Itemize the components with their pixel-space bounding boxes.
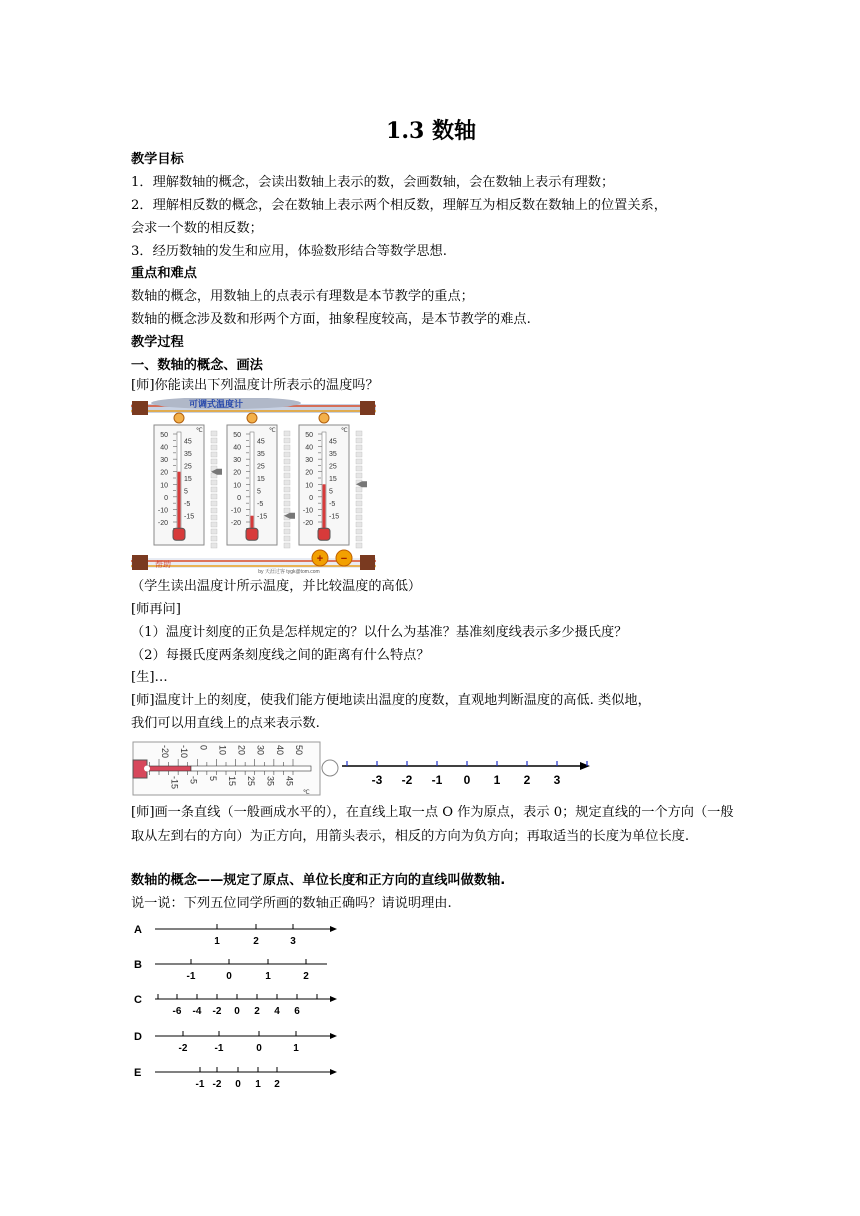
axis-tick-label: 1: [293, 1043, 299, 1054]
scale-label-left: 0: [164, 494, 168, 502]
number-line-tick-label: -1: [431, 773, 443, 787]
unit-label: ℃: [269, 428, 276, 434]
scale-label-right: 5: [257, 488, 261, 496]
scale-label-left: 0: [309, 494, 313, 502]
svg-text:+: +: [316, 553, 324, 565]
svg-text:−: −: [340, 553, 348, 565]
hthermo-bottom-label: -15: [169, 776, 180, 790]
scale-label-right: -15: [257, 513, 268, 521]
axis-letter: C: [134, 994, 142, 1006]
axis-tick-label: -2: [178, 1043, 188, 1054]
scale-label-left: 10: [233, 482, 241, 490]
scale-label-right: -15: [184, 513, 195, 521]
scale-label-left: 30: [305, 457, 313, 465]
question-1: [师]你能读出下列温度计所表示的温度吗？: [131, 378, 379, 393]
hthermo-bottom-label: 45: [284, 776, 295, 787]
scale-label-right: 15: [329, 476, 337, 483]
scale-label-left: 20: [233, 469, 241, 477]
student-axis-B: [134, 959, 327, 982]
student-answer: [生]…: [131, 670, 168, 685]
scale-label-left: 0: [237, 494, 241, 502]
scale-label-left: 40: [233, 444, 241, 452]
axis-letter: E: [134, 1067, 142, 1079]
axis-tick-label: -6: [172, 1006, 182, 1017]
goal-3: 3．经历数轴的发生和应用，体验数形结合等数学思想.: [131, 244, 447, 259]
scale-label-right: 25: [257, 463, 265, 471]
scale-label-left: -20: [302, 520, 313, 527]
axis-tick-label: -1: [195, 1079, 205, 1090]
goal-2a: 2．理解相反数的概念，会在数轴上表示两个相反数，理解互为相反数在数轴上的位置关系，: [131, 198, 667, 213]
scale-label-right: 45: [257, 438, 265, 446]
axis-tick-label: -4: [192, 1006, 202, 1017]
scale-label-left: 20: [305, 469, 313, 477]
number-line-example: [340, 750, 595, 792]
axis-letter: A: [134, 924, 142, 936]
thermometer-applet: [131, 398, 376, 576]
question-2-2: （2）每摄氏度两条刻度线之间的距离有什么特点？: [131, 648, 430, 663]
scale-label-right: 35: [329, 450, 337, 458]
teacher-text-1a: [师]温度计上的刻度，使我们能方便地读出温度的度数，直观地判断温度的高低. 类似地，: [131, 693, 651, 708]
scale-label-left: 40: [305, 444, 313, 452]
scale-label-right: -5: [329, 501, 336, 509]
scale-label-right: 5: [329, 488, 333, 496]
scale-label-right: 35: [257, 450, 265, 458]
scale-label-left: -10: [230, 507, 241, 515]
scale-label-left: 40: [160, 444, 168, 452]
axis-letter: D: [134, 1031, 142, 1043]
number-line-tick-label: 0: [463, 773, 471, 787]
mercury-column: [251, 516, 254, 529]
axis-tick-label: -1: [214, 1043, 224, 1054]
scale-label-right: 15: [184, 476, 192, 483]
say-prompt: 说一说：下列五位同学所画的数轴正确吗？请说明理由.: [131, 896, 452, 911]
teacher-text-1b: 我们可以用直线上的点来表示数.: [131, 716, 320, 731]
hthermo-top-label: 20: [236, 745, 247, 756]
scale-label-right: 5: [184, 488, 188, 496]
process-heading: 教学过程: [131, 335, 184, 350]
scale-label-left: 20: [160, 469, 168, 477]
hthermo-top-label: -20: [160, 745, 170, 759]
scale-label-left: 50: [160, 432, 168, 439]
student-axis-A: [134, 924, 337, 947]
mercury-column: [178, 472, 181, 529]
axis-tick-label: 1: [255, 1079, 261, 1090]
scale-label-right: 45: [329, 438, 337, 446]
note-1: （学生读出温度计所示温度，并比较温度的高低）: [131, 579, 422, 594]
axis-tick-label: 1: [265, 971, 271, 982]
number-line-tick-label: 3: [553, 773, 561, 787]
key-point-2: 数轴的概念涉及数和形两个方面，抽象程度较高，是本节教学的难点.: [131, 312, 531, 327]
axis-tick-label: 2: [254, 1006, 260, 1017]
horizontal-thermometer: [131, 740, 341, 798]
unit-label: ℃: [341, 428, 348, 434]
axis-tick-label: 0: [226, 971, 232, 982]
scale-label-right: -5: [184, 501, 191, 509]
hthermo-bottom-label: 5: [207, 776, 218, 782]
goals-heading: 教学目标: [131, 152, 184, 167]
question-2: [师再问]: [131, 602, 181, 617]
scale-label-left: -20: [230, 520, 241, 527]
question-2-1: （1）温度计刻度的正负是怎样规定的？以什么为基准？基准刻度线表示多少摄氏度？: [131, 625, 628, 640]
scale-label-right: 35: [184, 450, 192, 458]
scale-label-right: 15: [257, 476, 265, 483]
scale-label-left: -10: [302, 507, 313, 515]
scale-label-left: -10: [157, 507, 168, 515]
axis-tick-label: 0: [234, 1006, 240, 1017]
axis-tick-label: 0: [256, 1043, 262, 1054]
hthermo-top-label: 40: [274, 745, 285, 756]
hthermo-bottom-label: 25: [246, 776, 257, 787]
hthermo-top-label: -10: [179, 745, 190, 759]
axis-tick-label: 2: [274, 1079, 280, 1090]
number-line-tick-label: 1: [493, 773, 501, 787]
axis-tick-label: 4: [274, 1006, 280, 1017]
scale-label-right: -15: [329, 513, 340, 521]
hthermo-bottom-label: -5: [188, 776, 199, 785]
student-axes-figure: [131, 918, 351, 1090]
key-point-1: 数轴的概念，用数轴上的点表示有理数是本节教学的重点；: [131, 289, 474, 304]
hthermo-unit: ℃: [303, 790, 310, 796]
axis-tick-label: 1: [214, 936, 220, 947]
hthermo-top-label: 10: [217, 745, 228, 756]
scale-label-right: 25: [329, 463, 337, 471]
scale-label-left: 10: [160, 482, 168, 490]
mercury-column: [323, 484, 326, 528]
number-line-definition: 数轴的概念——规定了原点、单位长度和正方向的直线叫做数轴.: [131, 873, 506, 888]
teacher-text-2: [师]画一条直线（一般画成水平的），在直线上取一点 O 作为原点，表示 0；规定直线的一个方向（一般取从左到右的方向）为正方向，用箭头表示，相反的方向为负方向；再取适当的长度为单位长度.: [131, 805, 734, 844]
goal-2b: 会求一个数的相反数；: [131, 221, 263, 236]
hthermo-top-label: 30: [255, 745, 266, 756]
page-title: 1.3 数轴: [386, 118, 476, 144]
axis-tick-label: 3: [290, 936, 296, 947]
hthermo-bottom-label: 35: [265, 776, 276, 787]
key-heading: 重点和难点: [131, 266, 197, 281]
axis-letter: B: [134, 959, 142, 971]
axis-tick-label: 0: [235, 1079, 241, 1090]
hthermo-top-label: 50: [294, 745, 304, 756]
hthermo-bottom-label: 15: [227, 776, 237, 787]
axis-tick-label: 2: [253, 936, 259, 947]
credit-text: by 天涯过客 tygk@tom.com: [258, 569, 320, 575]
scale-label-left: 10: [305, 482, 313, 490]
scale-label-left: 30: [160, 457, 168, 465]
number-line-tick-label: -2: [401, 773, 413, 787]
scale-label-left: 50: [233, 432, 241, 439]
student-axis-D: [134, 1031, 337, 1054]
axis-tick-label: -2: [212, 1006, 222, 1017]
unit-label: ℃: [196, 428, 203, 434]
scale-label-left: -20: [157, 520, 168, 527]
scale-label-left: 50: [305, 432, 313, 439]
help-label: 帮助: [155, 560, 171, 569]
goal-1: 1．理解数轴的概念，会读出数轴上表示的数，会画数轴，会在数轴上表示有理数；: [131, 175, 615, 190]
student-axis-E: [134, 1067, 337, 1090]
student-axis-C: [134, 994, 337, 1017]
thermometer-banner: 可调式温度计: [188, 399, 244, 409]
number-line-tick-label: 2: [523, 773, 531, 787]
axis-tick-label: 2: [303, 971, 309, 982]
scale-label-left: 30: [233, 457, 241, 465]
section-1-heading: 一、数轴的概念、画法: [131, 358, 263, 373]
scale-label-right: 25: [184, 463, 192, 471]
axis-tick-label: -2: [212, 1079, 222, 1090]
axis-tick-label: -1: [186, 971, 196, 982]
number-line-tick-label: -3: [371, 773, 383, 787]
scale-label-right: -5: [257, 501, 264, 509]
axis-tick-label: 6: [294, 1006, 300, 1017]
scale-label-right: 45: [184, 438, 192, 446]
hthermo-top-label: 0: [198, 745, 209, 751]
